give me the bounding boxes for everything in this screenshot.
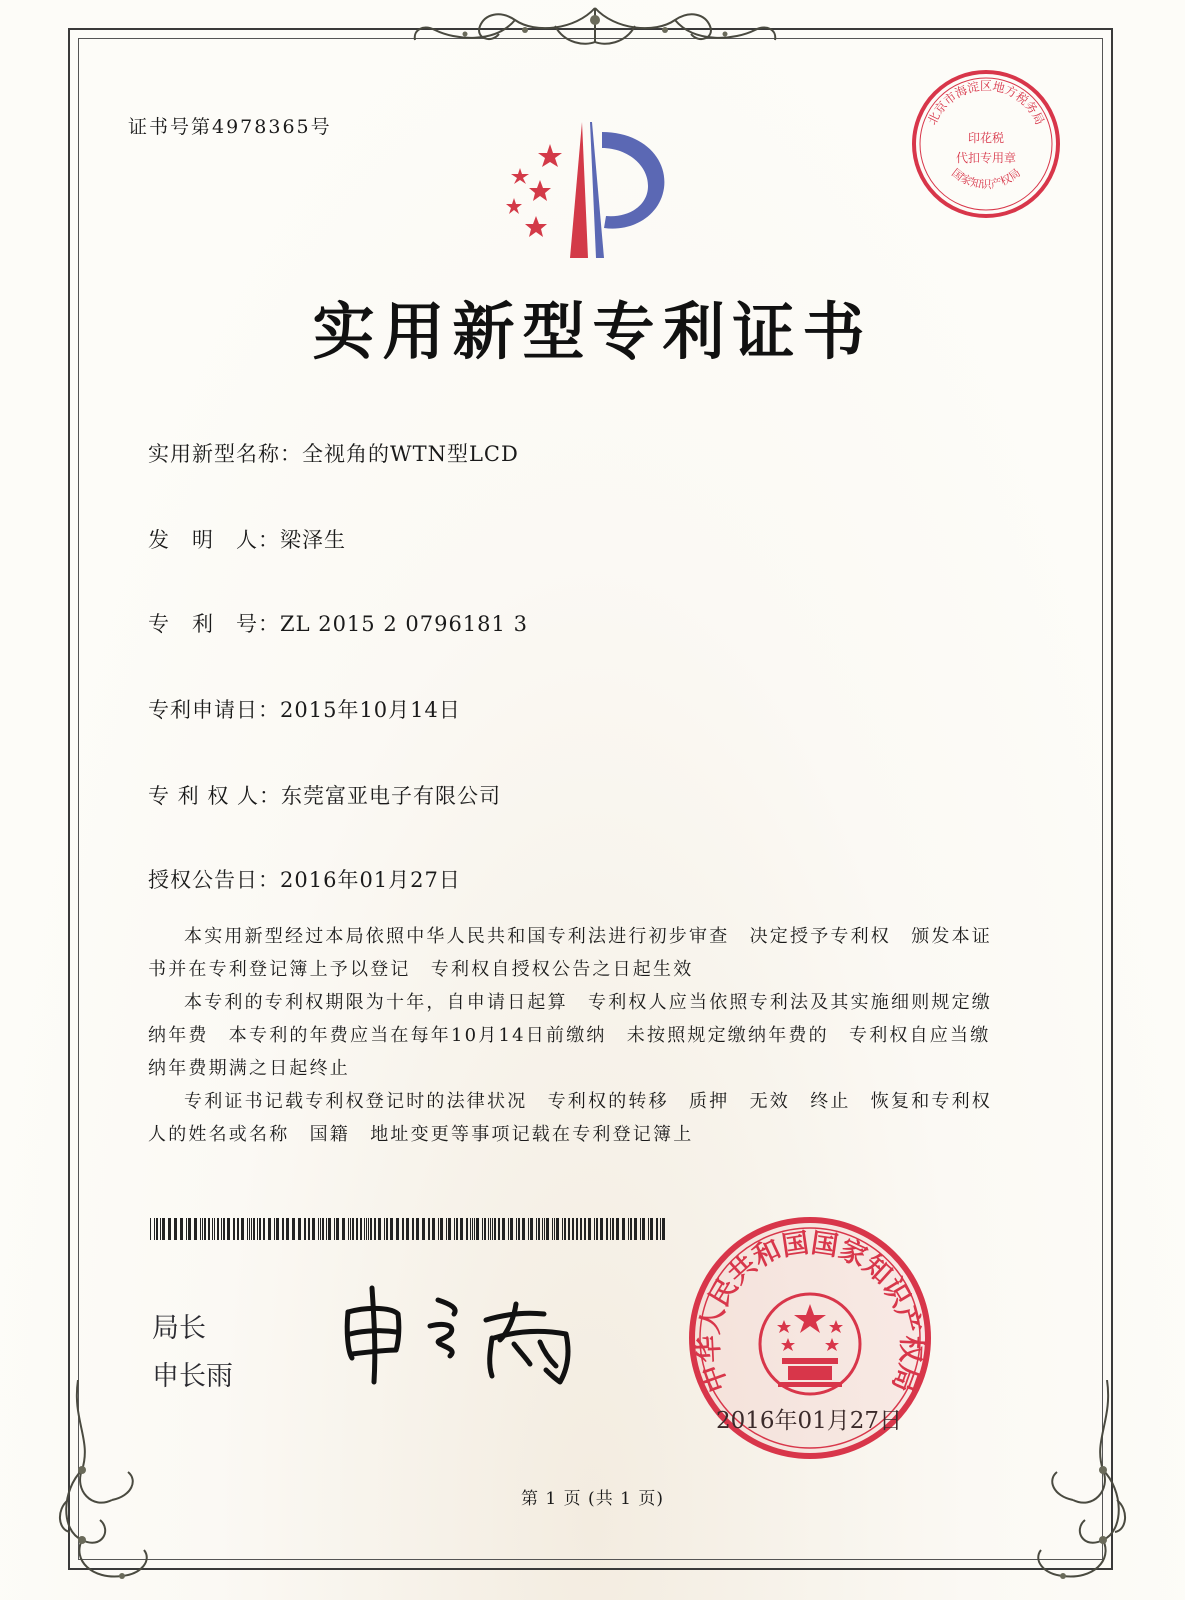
barcode-bar bbox=[221, 1218, 222, 1240]
barcode-bar bbox=[428, 1218, 430, 1240]
barcode-bar bbox=[580, 1218, 582, 1240]
field-patentee bbox=[148, 780, 501, 810]
barcode-bar bbox=[610, 1218, 611, 1240]
barcode-bar bbox=[233, 1218, 235, 1240]
barcode-bar bbox=[282, 1218, 284, 1240]
barcode-bar bbox=[562, 1218, 563, 1240]
barcode-bar bbox=[308, 1218, 310, 1240]
field-application-date bbox=[148, 694, 461, 724]
barcode-bar bbox=[227, 1218, 230, 1240]
barcode-bar bbox=[304, 1218, 306, 1240]
barcode-bar bbox=[440, 1218, 443, 1240]
barcode-bar bbox=[364, 1218, 365, 1240]
barcode-bar bbox=[259, 1218, 261, 1240]
barcode-bar bbox=[352, 1218, 354, 1240]
barcode-bar bbox=[572, 1218, 574, 1240]
barcode-bar bbox=[298, 1218, 301, 1240]
barcode-bar bbox=[474, 1218, 475, 1240]
field-inventor bbox=[148, 524, 346, 554]
body-paragraph: 本专利的专利权期限为十年，自申请日起算 专利权人应当依照专利法及其实施细则规定缴纳年费 本专利的年费应当在每年10月14日前缴纳 未按照规定缴纳年费的 专利权自应当缴纳年费期满之日起终止 bbox=[148, 992, 992, 1079]
patent-office-emblem-icon bbox=[492, 118, 682, 268]
body-paragraph: 专利证书记载专利权登记时的法律状况 专利权的转移 质押 无效 终止 恢复和专利权人的姓名或名称 国籍 地址变更等事项记载在专利登记簿上 bbox=[148, 1091, 992, 1145]
barcode-bar bbox=[286, 1218, 289, 1240]
body-paragraph: 本实用新型经过本局依照中华人民共和国专利法进行初步审查 决定授予专利权 颁发本证书并在专利登记簿上予以登记 专利权自授权公告之日起生效 bbox=[148, 926, 992, 980]
barcode-bar bbox=[247, 1218, 248, 1240]
barcode-bar bbox=[202, 1218, 203, 1240]
barcode-bar bbox=[241, 1218, 244, 1240]
barcode-bar bbox=[360, 1218, 362, 1240]
barcode-bar bbox=[518, 1218, 520, 1240]
svg-text:国家知识产权局 bbox=[949, 166, 1023, 191]
barcode-bar bbox=[312, 1218, 315, 1240]
barcode-bar bbox=[648, 1218, 649, 1240]
barcode-bar bbox=[616, 1218, 619, 1240]
director-signature bbox=[330, 1278, 600, 1388]
top-ornament bbox=[405, 0, 785, 56]
barcode-bar bbox=[150, 1218, 151, 1240]
barcode-bar bbox=[528, 1218, 529, 1240]
barcode-bar bbox=[502, 1218, 505, 1240]
barcode-bar bbox=[554, 1218, 555, 1240]
barcode-bar bbox=[606, 1218, 608, 1240]
field-label: 授权公告日： bbox=[148, 868, 280, 892]
barcode-bar bbox=[212, 1218, 213, 1240]
field-utility-model-name bbox=[148, 438, 519, 468]
barcode-bar bbox=[640, 1218, 641, 1240]
field-patent-number bbox=[148, 608, 528, 638]
barcode-bar bbox=[568, 1218, 570, 1240]
barcode-bar bbox=[588, 1218, 591, 1240]
barcode-bar bbox=[492, 1218, 493, 1240]
barcode-bar bbox=[494, 1218, 496, 1240]
barcode-bar bbox=[253, 1218, 255, 1240]
barcode-bar bbox=[200, 1218, 201, 1240]
barcode-bar bbox=[160, 1218, 161, 1240]
barcode-bar bbox=[584, 1218, 586, 1240]
barcode-bar bbox=[174, 1218, 177, 1240]
barcode-bar bbox=[576, 1218, 578, 1240]
barcode-bar bbox=[257, 1218, 258, 1240]
barcode-bar bbox=[522, 1218, 525, 1240]
barcode-bar bbox=[660, 1218, 661, 1240]
barcode-bar bbox=[446, 1218, 447, 1240]
barcode-bar bbox=[438, 1218, 439, 1240]
barcode-bar bbox=[168, 1218, 171, 1240]
barcode-bar bbox=[396, 1218, 399, 1240]
barcode-bar bbox=[456, 1218, 458, 1240]
certificate-body bbox=[148, 920, 998, 1151]
barcode-bar bbox=[318, 1218, 319, 1240]
barcode-bar bbox=[186, 1218, 187, 1240]
barcode-bar bbox=[366, 1218, 367, 1240]
barcode-bar bbox=[384, 1218, 385, 1240]
barcode-bar bbox=[628, 1218, 629, 1240]
barcode-bar bbox=[544, 1218, 545, 1240]
barcode-bar bbox=[194, 1218, 197, 1240]
barcode-bar bbox=[536, 1218, 537, 1240]
barcode-bar bbox=[432, 1218, 435, 1240]
barcode-bar bbox=[542, 1218, 543, 1240]
barcode-bar bbox=[342, 1218, 345, 1240]
barcode-bar bbox=[564, 1218, 566, 1240]
barcode-bar bbox=[322, 1218, 324, 1240]
barcode-bar bbox=[630, 1218, 632, 1240]
barcode-bar bbox=[350, 1218, 351, 1240]
barcode-bar bbox=[223, 1218, 225, 1240]
page-number: 第 1 页 (共 1 页) bbox=[521, 1489, 664, 1509]
field-value: 2016年01月27日 bbox=[280, 868, 461, 892]
barcode-bar bbox=[348, 1218, 349, 1240]
barcode-bar bbox=[180, 1218, 183, 1240]
barcode-bar bbox=[378, 1218, 381, 1240]
barcode-bar bbox=[251, 1218, 252, 1240]
barcode-bar bbox=[217, 1218, 219, 1240]
barcode-bar bbox=[274, 1218, 275, 1240]
field-grant-date bbox=[148, 864, 461, 894]
tax-seal-center-line2: 代扣专用章 bbox=[955, 151, 1017, 165]
barcode-bar bbox=[412, 1218, 414, 1240]
barcode-bar bbox=[594, 1218, 595, 1240]
barcode-bar bbox=[237, 1218, 239, 1240]
certificate-number: 证书号第4978365号 bbox=[128, 116, 332, 138]
barcode-bar bbox=[498, 1218, 500, 1240]
barcode-bar bbox=[268, 1218, 271, 1240]
barcode-bar bbox=[476, 1218, 479, 1240]
field-value: 梁泽生 bbox=[280, 528, 346, 552]
barcode-bar bbox=[422, 1218, 425, 1240]
barcode-bar bbox=[460, 1218, 463, 1240]
barcode-bar bbox=[538, 1218, 540, 1240]
director-title: 局长 bbox=[152, 1313, 206, 1344]
field-value: ZL 2015 2 0796181 3 bbox=[280, 612, 528, 636]
field-label: 专 利 号： bbox=[148, 612, 280, 636]
barcode-bar bbox=[356, 1218, 358, 1240]
barcode-bar bbox=[612, 1218, 614, 1240]
barcode-bar bbox=[390, 1218, 393, 1240]
field-label: 专 利 权 人： bbox=[148, 784, 282, 808]
certificate-title: 实用新型专利证书 bbox=[312, 295, 873, 368]
national-seal-text: 中华人民共和国国家知识产权局 bbox=[693, 1227, 927, 1396]
barcode-bar bbox=[416, 1218, 419, 1240]
tax-seal-bottom-text: 国家知识产权局 bbox=[949, 166, 1023, 191]
barcode-bar bbox=[263, 1218, 265, 1240]
barcode-bar bbox=[249, 1218, 250, 1240]
barcode-bar bbox=[656, 1218, 658, 1240]
barcode-bar bbox=[488, 1218, 489, 1240]
barcode-bar bbox=[402, 1218, 404, 1240]
tax-office-seal bbox=[908, 66, 1064, 222]
barcode-bar bbox=[622, 1218, 625, 1240]
barcode-bar bbox=[552, 1218, 553, 1240]
barcode-bar bbox=[530, 1218, 533, 1240]
director-name: 申长雨 bbox=[152, 1361, 233, 1392]
barcode-bar bbox=[516, 1218, 517, 1240]
barcode-bar bbox=[154, 1218, 155, 1240]
barcode-bar bbox=[510, 1218, 513, 1240]
barcode-bar bbox=[162, 1218, 165, 1240]
field-value: 东莞富亚电子有限公司 bbox=[281, 784, 502, 808]
barcode-bar bbox=[374, 1218, 376, 1240]
barcode-bar bbox=[276, 1218, 279, 1240]
barcode-bar bbox=[156, 1218, 158, 1240]
barcode-bar bbox=[454, 1218, 455, 1240]
tax-seal-center-line1: 印花税 bbox=[967, 131, 1005, 145]
barcode-bar bbox=[650, 1218, 653, 1240]
barcode-bar bbox=[472, 1218, 473, 1240]
barcode-bar bbox=[484, 1218, 486, 1240]
barcode-bar bbox=[448, 1218, 451, 1240]
field-label: 发 明 人： bbox=[148, 528, 280, 552]
barcode-bar bbox=[336, 1218, 339, 1240]
barcode-bar bbox=[490, 1218, 491, 1240]
field-label: 专利申请日： bbox=[148, 698, 280, 722]
field-value: 2015年10月14日 bbox=[280, 698, 461, 722]
barcode-bar bbox=[482, 1218, 483, 1240]
barcode-bar bbox=[546, 1218, 549, 1240]
seal-date: 2016年01月27日 bbox=[716, 1408, 903, 1434]
barcode-bar bbox=[320, 1218, 321, 1240]
barcode-bar bbox=[470, 1218, 471, 1240]
field-label: 实用新型名称： bbox=[148, 442, 302, 466]
field-value: 全视角的WTN型LCD bbox=[302, 442, 519, 466]
barcode-bar bbox=[556, 1218, 559, 1240]
barcode-bar bbox=[386, 1218, 388, 1240]
barcode-bar bbox=[326, 1218, 327, 1240]
barcode-bar bbox=[508, 1218, 509, 1240]
barcode-bar bbox=[208, 1218, 210, 1240]
barcode-bar bbox=[204, 1218, 206, 1240]
barcode-bar bbox=[662, 1218, 665, 1240]
barcode-bar bbox=[406, 1218, 409, 1240]
barcode-bar bbox=[642, 1218, 645, 1240]
barcode-bar bbox=[214, 1218, 215, 1240]
tax-seal-ring-text: 北京市海淀区地方税务局 bbox=[924, 79, 1048, 127]
barcode-bar bbox=[188, 1218, 191, 1240]
barcode-bar bbox=[600, 1218, 603, 1240]
barcode bbox=[150, 1218, 670, 1240]
barcode-bar bbox=[368, 1218, 369, 1240]
barcode-bar bbox=[370, 1218, 372, 1240]
barcode-bar bbox=[596, 1218, 598, 1240]
barcode-bar bbox=[334, 1218, 335, 1240]
barcode-bar bbox=[328, 1218, 331, 1240]
barcode-bar bbox=[292, 1218, 295, 1240]
barcode-bar bbox=[466, 1218, 468, 1240]
barcode-bar bbox=[634, 1218, 637, 1240]
